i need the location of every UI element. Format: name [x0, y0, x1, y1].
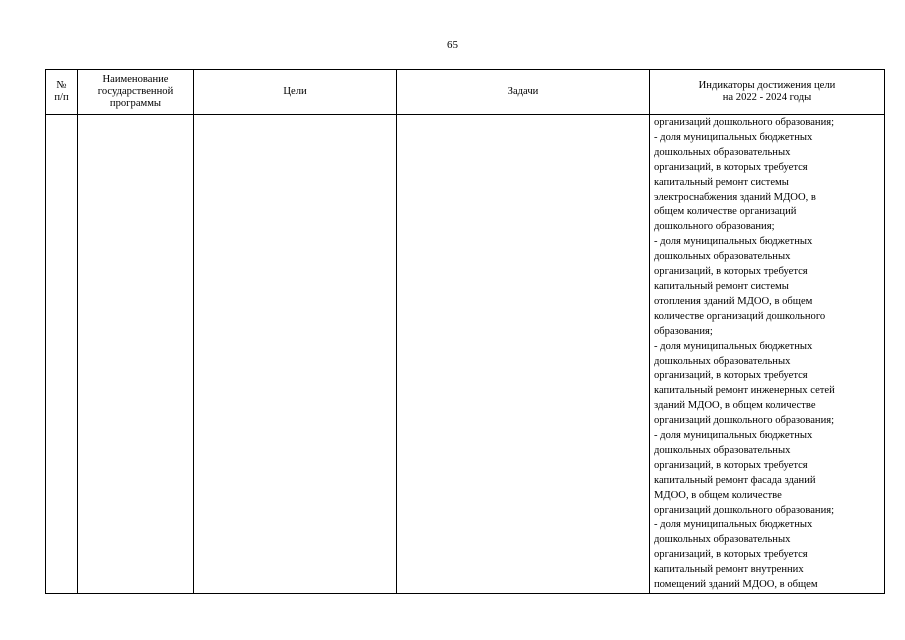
indicator-text-line: образования; [654, 325, 713, 337]
header-program-name [78, 70, 194, 115]
cell-goals [194, 115, 397, 594]
indicator-text-line: дошкольных образовательных [654, 355, 791, 367]
indicator-text-line: дошкольных образовательных [654, 534, 791, 546]
header-tasks [397, 70, 650, 115]
cell-tasks [397, 115, 650, 594]
indicator-text-line: организаций, в которых требуется [654, 370, 808, 382]
indicator-text-line: капитальный ремонт системы [654, 176, 789, 188]
header-goals [194, 70, 397, 115]
indicator-text-line: зданий МДОО, в общем количестве [654, 400, 816, 412]
header-program-name-label: Наименование государственной программы [97, 74, 174, 109]
indicator-text-line: организаций дошкольного образования; [654, 504, 835, 516]
indicator-text-line: количестве организаций дошкольного [654, 310, 826, 322]
table-header-row [46, 70, 885, 115]
indicator-text-line: капитальный ремонт внутренних [654, 564, 804, 576]
indicator-text-line: - доля муниципальных бюджетных [654, 430, 813, 442]
indicator-text-line: дошкольного образования; [654, 221, 775, 233]
header-indicators-label: Индикаторы достижения цели на 2022 - 2024 годы [698, 80, 836, 103]
indicator-text-line: дошкольных образовательных [654, 444, 791, 456]
cell-num [46, 115, 78, 594]
indicator-text-line: капитальный ремонт системы [654, 280, 789, 292]
header-num-label: № п/п [54, 80, 69, 103]
indicator-text-line: организаций, в которых требуется [654, 459, 808, 471]
cell-indicators [650, 115, 885, 594]
indicator-text-line: дошкольных образовательных [654, 146, 791, 158]
indicator-text-line: организаций дошкольного образования; [654, 117, 835, 128]
indicator-text-line: помещений зданий МДОО, в общем [654, 579, 818, 591]
indicator-text-line: организаций, в которых требуется [654, 266, 808, 278]
header-tasks-label: Задачи [507, 86, 539, 97]
indicator-text-line: - доля муниципальных бюджетных [654, 340, 813, 352]
indicator-text-line: общем количестве организаций [654, 206, 797, 218]
indicator-text-line: капитальный ремонт инженерных сетей [654, 385, 835, 397]
indicator-text-line: капитальный ремонт фасада зданий [654, 474, 816, 486]
page-number: 65 [447, 39, 458, 51]
indicator-text-line: организаций, в которых требуется [654, 549, 808, 561]
indicator-text-line: МДОО, в общем количестве [654, 489, 782, 501]
indicator-text-line: - доля муниципальных бюджетных [654, 131, 813, 143]
indicator-text-line: организаций дошкольного образования; [654, 415, 835, 427]
indicator-text-line: - доля муниципальных бюджетных [654, 519, 813, 531]
indicator-text-line: отопления зданий МДОО, в общем [654, 295, 813, 307]
indicator-text-line: дошкольных образовательных [654, 251, 791, 263]
program-table [45, 69, 885, 594]
cell-program-name [78, 115, 194, 594]
header-goals-label: Цели [283, 86, 307, 97]
indicator-text-line: электроснабжения зданий МДОО, в [654, 191, 816, 203]
indicator-text-line: - доля муниципальных бюджетных [654, 236, 813, 248]
table-row [46, 115, 885, 594]
header-num [46, 70, 78, 115]
header-indicators [650, 70, 885, 115]
indicator-text-line: организаций, в которых требуется [654, 161, 808, 173]
